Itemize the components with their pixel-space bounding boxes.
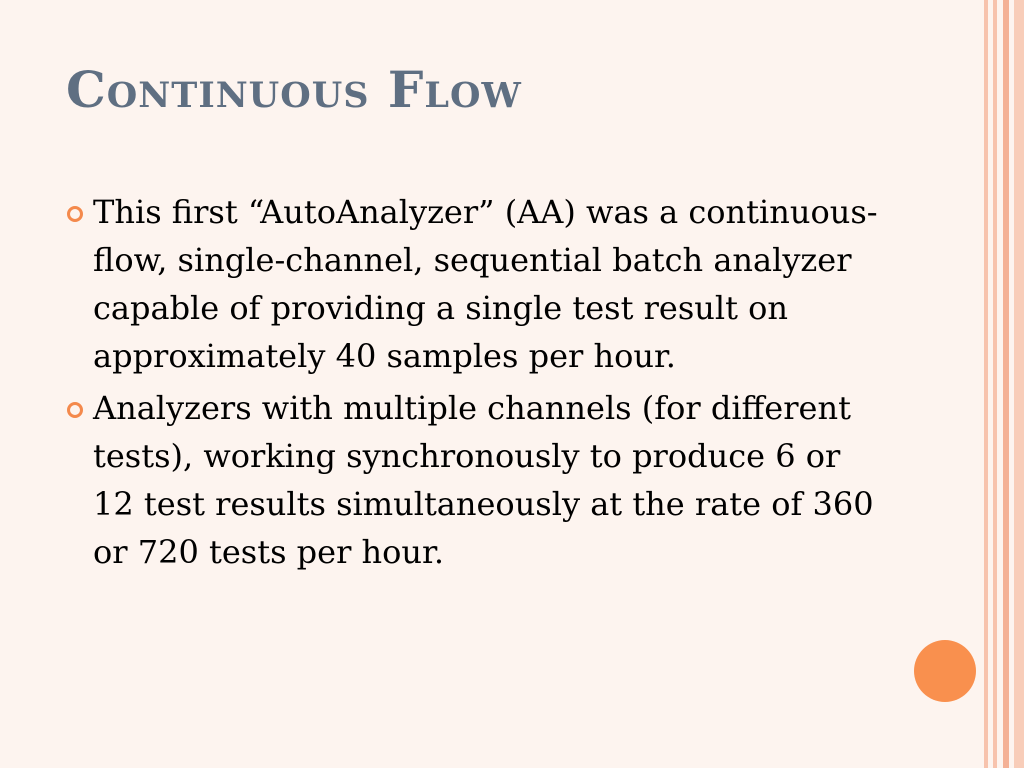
stripe-decoration (984, 0, 988, 768)
bullet-text: Analyzers with multiple channels (for different tests), working synchronously to produce 6 or 12 test results simultaneously at the rate of 360 or 720 tests per hour. (93, 389, 874, 571)
slide-title: Continuous Flow (66, 60, 522, 119)
stripe-decoration (1003, 0, 1009, 768)
orange-ring-icon (67, 402, 83, 418)
bullet-item (64, 188, 884, 380)
bullet-text: This first “AutoAnalyzer” (AA) was a continuous-flow, single-channel, sequential batch analyzer capable of providing a single test result on approximately 40 samples per hour. (93, 193, 878, 375)
bullet-item (64, 384, 884, 576)
stripe-decoration (1014, 0, 1024, 768)
orange-ring-icon (67, 206, 83, 222)
stripe-decoration (993, 0, 997, 768)
bullet-list (64, 188, 884, 580)
orange-circle-icon (914, 640, 976, 702)
